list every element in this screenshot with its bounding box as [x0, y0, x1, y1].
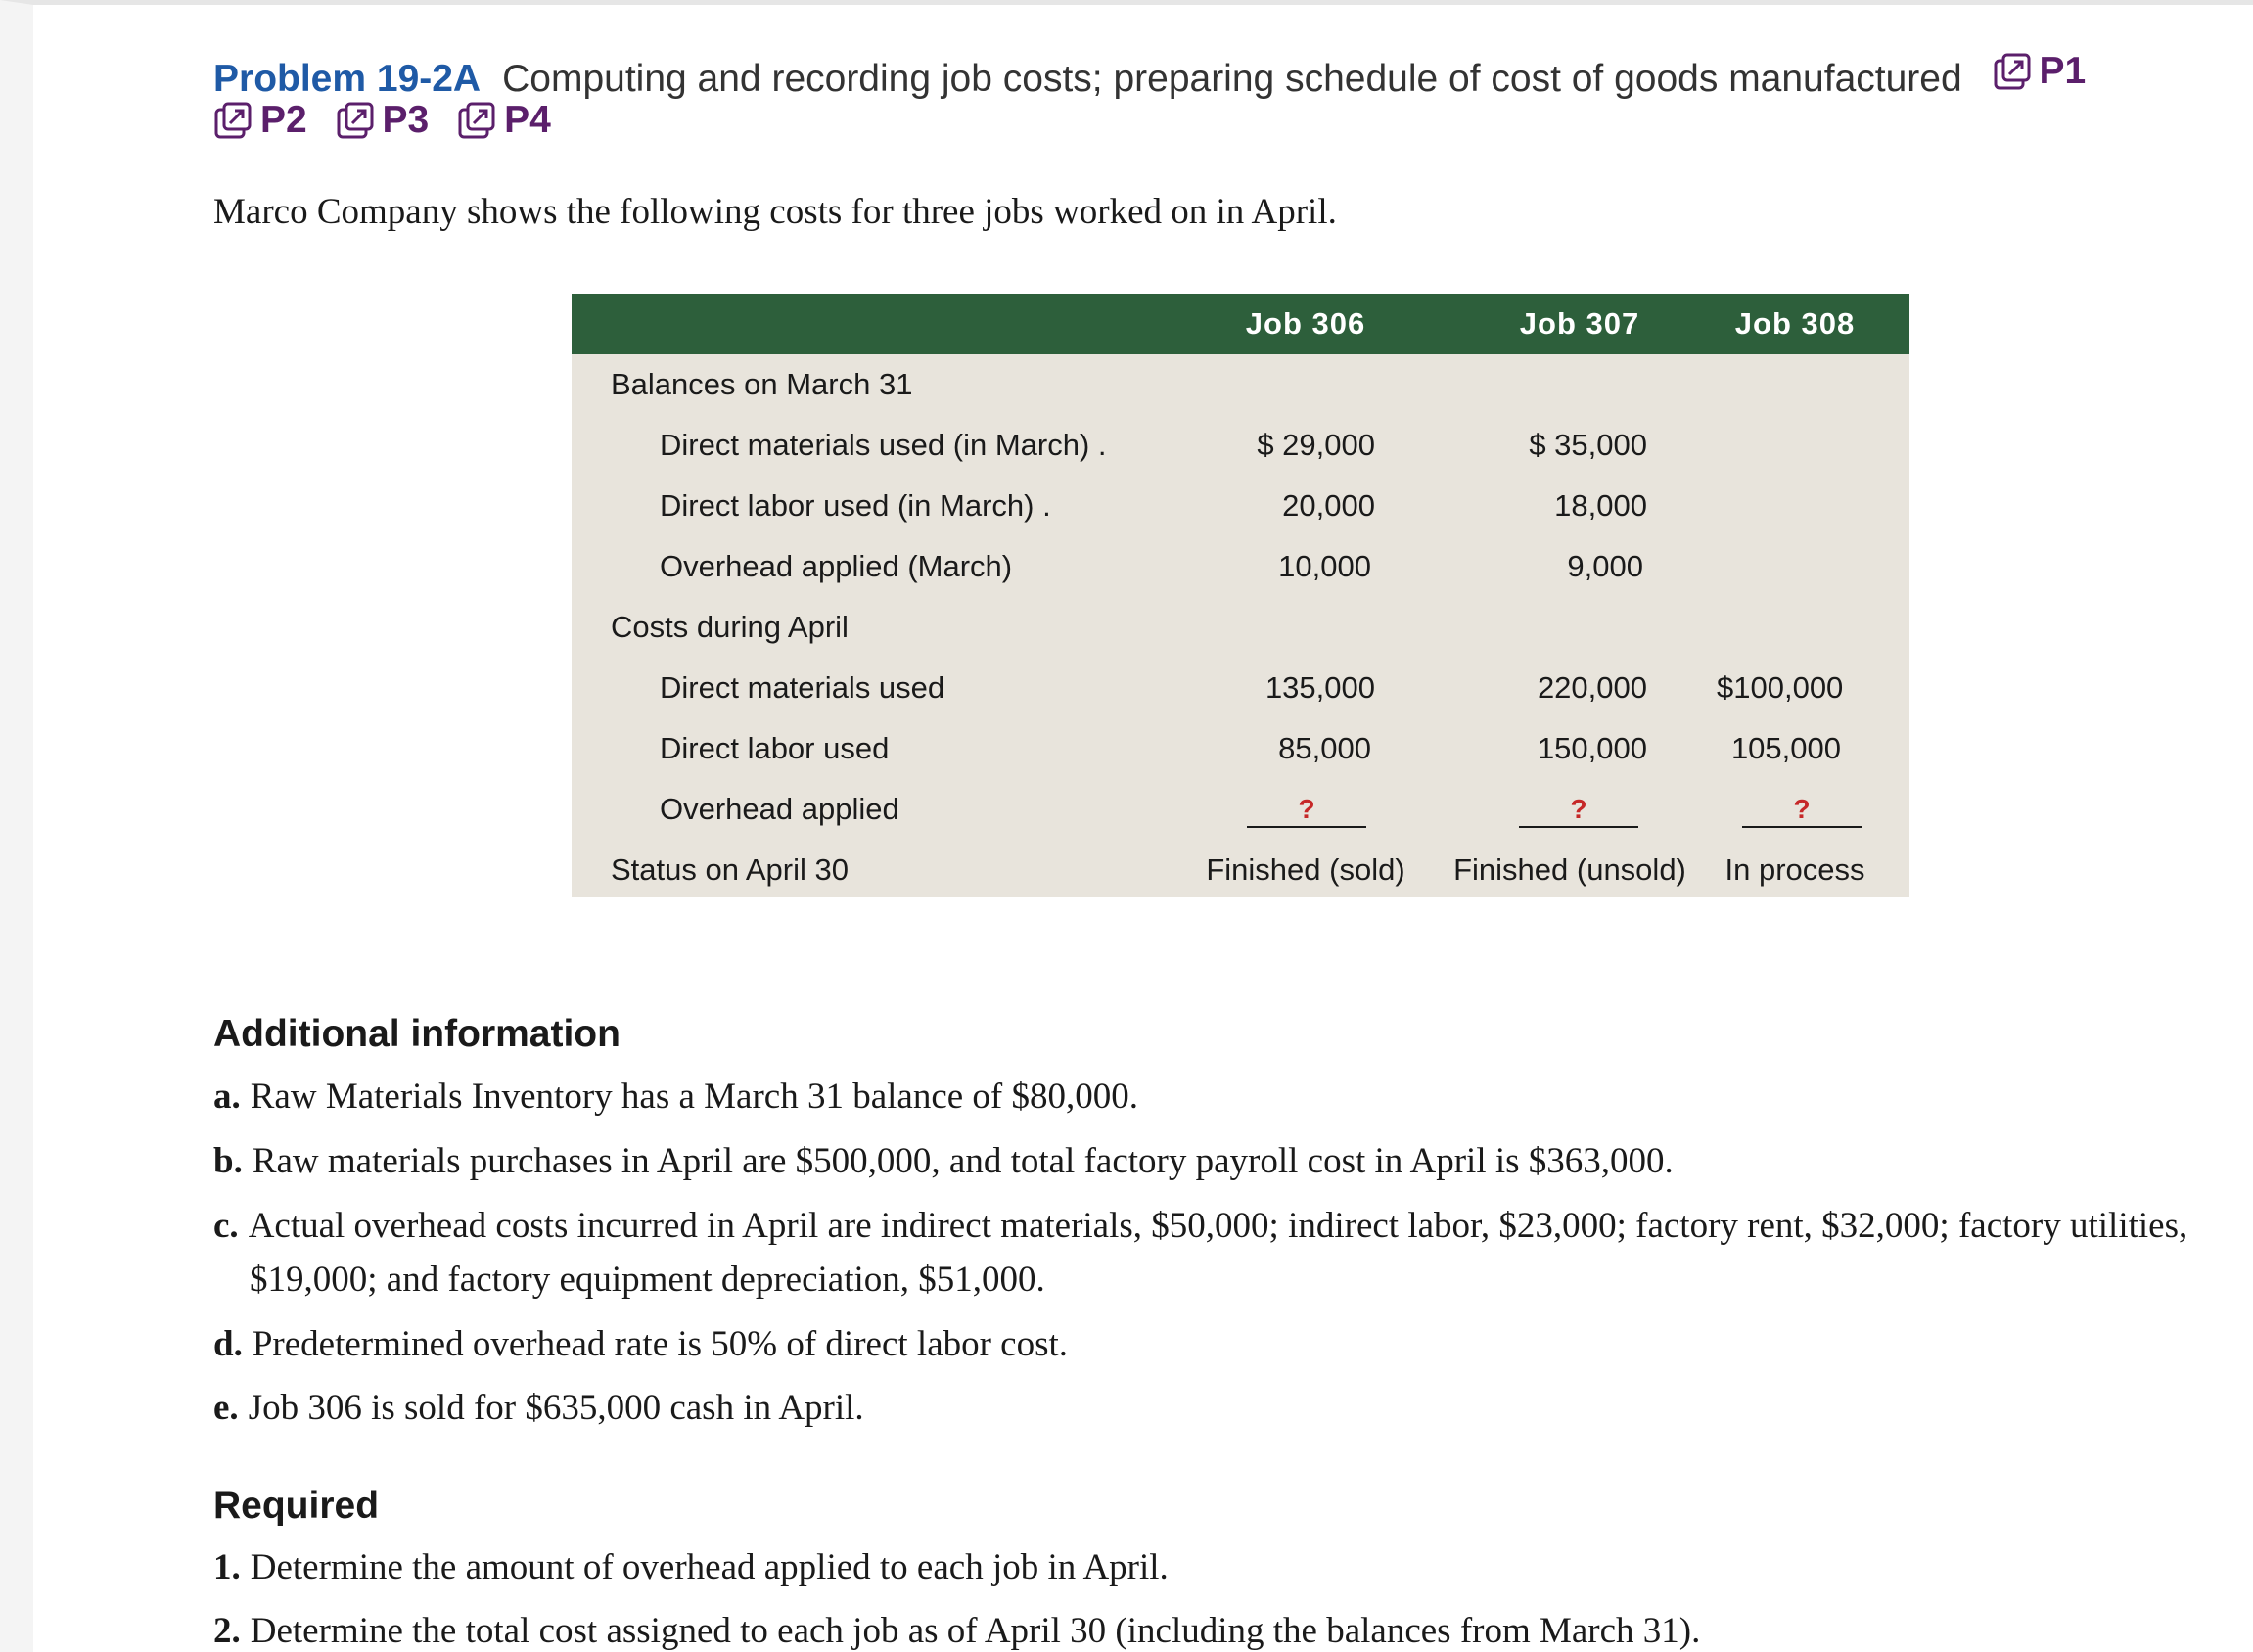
cell-job-308: 105,000	[1730, 731, 1841, 765]
learning-objective-label: P2	[260, 99, 307, 141]
item-key: d.	[213, 1324, 243, 1364]
cell-job-307: 150,000	[1537, 731, 1647, 765]
table-row	[572, 597, 1909, 658]
row-label: Status on April 30	[611, 852, 849, 887]
row-label: Overhead applied (March)	[660, 549, 1013, 583]
item-text: Raw Materials Inventory has a March 31 balance of $80,000.	[250, 1077, 1138, 1117]
cell-job-307: 220,000	[1537, 670, 1647, 705]
additional-item-e	[213, 1387, 864, 1429]
item-text: Determine the total cost assigned to each job as of April 30 (including the balances from March 31).	[250, 1611, 1701, 1651]
learning-objective-p4[interactable]	[457, 96, 551, 145]
table-row	[572, 840, 1909, 900]
column-header-job-306: Job 306	[1245, 306, 1366, 341]
row-label: Balances on March 31	[611, 367, 913, 401]
column-header-job-307: Job 307	[1519, 306, 1640, 341]
cell-job-306: 85,000	[1278, 731, 1371, 765]
table-row	[572, 536, 1909, 597]
item-key: b.	[213, 1141, 243, 1181]
external-link-icon	[336, 101, 375, 140]
required-item-1	[213, 1546, 1169, 1588]
row-label: Direct labor used	[660, 731, 890, 765]
status-job-307: Finished (unsold)	[1453, 852, 1686, 887]
cell-job-306: 135,000	[1264, 670, 1375, 705]
intro-text: Marco Company shows the following costs for three jobs worked on in April.	[213, 192, 1337, 232]
table-row	[572, 476, 1909, 536]
item-text: Predetermined overhead rate is 50% of direct labor cost.	[252, 1324, 1069, 1364]
cell-job-306: 20,000	[1282, 488, 1375, 523]
learning-objective-label: P4	[504, 99, 551, 141]
total-underline	[1247, 826, 1366, 828]
row-label: Costs during April	[611, 610, 849, 644]
status-job-308: In process	[1724, 852, 1865, 887]
total-underline	[1519, 826, 1638, 828]
problem-title: Computing and recording job costs; preparing schedule of cost of goods manufactured	[502, 58, 1962, 100]
external-link-icon	[1993, 52, 2032, 91]
item-key: 1.	[213, 1547, 241, 1587]
learning-objective-p1[interactable]	[1993, 47, 2087, 96]
additional-item-a	[213, 1076, 1138, 1118]
table-row	[572, 718, 1909, 779]
learning-objective-p3[interactable]	[336, 96, 430, 145]
learning-objective-label: P3	[382, 99, 430, 141]
learning-objective-label: P1	[2039, 50, 2087, 92]
additional-item-b	[213, 1140, 1674, 1182]
cell-job-307: $ 35,000	[1529, 428, 1647, 462]
row-label: Direct materials used (in March) .	[660, 428, 1107, 462]
item-key: e.	[213, 1388, 239, 1428]
learning-objectives-row	[213, 96, 569, 153]
problem-number: Problem 19-2A	[213, 58, 482, 100]
learning-objective-p2[interactable]	[213, 96, 307, 145]
cell-job-307-unknown: ?	[1570, 794, 1587, 824]
cell-job-307: 9,000	[1567, 549, 1643, 583]
cell-job-306: 10,000	[1278, 549, 1371, 583]
item-text: Determine the amount of overhead applied to each job in April.	[250, 1547, 1169, 1587]
item-key: c.	[213, 1206, 239, 1246]
table-row	[572, 354, 1909, 415]
job-cost-table	[572, 294, 1909, 897]
item-text: Actual overhead costs incurred in April are indirect materials, $50,000; indirect labor, $23,000; factory rent, $32,000; factory utilities,	[248, 1206, 2188, 1246]
table-row	[572, 658, 1909, 718]
additional-item-c	[213, 1205, 2187, 1247]
required-heading: Required	[213, 1485, 380, 1527]
table-row	[572, 779, 1909, 840]
cell-job-308: $100,000	[1717, 670, 1844, 705]
item-text: Raw materials purchases in April are $500,000, and total factory payroll cost in April is $363,000.	[252, 1141, 1674, 1181]
item-key: a.	[213, 1077, 241, 1117]
status-job-306: Finished (sold)	[1206, 852, 1405, 887]
external-link-icon	[213, 101, 253, 140]
cell-job-306: $ 29,000	[1257, 428, 1375, 462]
row-label: Overhead applied	[660, 792, 899, 826]
item-key: 2.	[213, 1611, 241, 1651]
additional-information-heading: Additional information	[213, 1013, 621, 1055]
item-text: Job 306 is sold for $635,000 cash in April.	[248, 1388, 864, 1428]
cell-job-307: 18,000	[1554, 488, 1647, 523]
column-header-job-308: Job 308	[1734, 306, 1856, 341]
required-item-2	[213, 1610, 1700, 1652]
total-underline	[1742, 826, 1862, 828]
table-row	[572, 415, 1909, 476]
external-link-icon	[457, 101, 496, 140]
row-label: Direct labor used (in March) .	[660, 488, 1051, 523]
additional-item-d	[213, 1323, 1068, 1365]
table-header	[572, 294, 1909, 354]
cell-job-306-unknown: ?	[1298, 794, 1315, 824]
row-label: Direct materials used	[660, 670, 945, 705]
additional-item-c-continuation: $19,000; and factory equipment depreciation, $51,000.	[250, 1260, 1045, 1300]
cell-job-308-unknown: ?	[1793, 794, 1811, 824]
